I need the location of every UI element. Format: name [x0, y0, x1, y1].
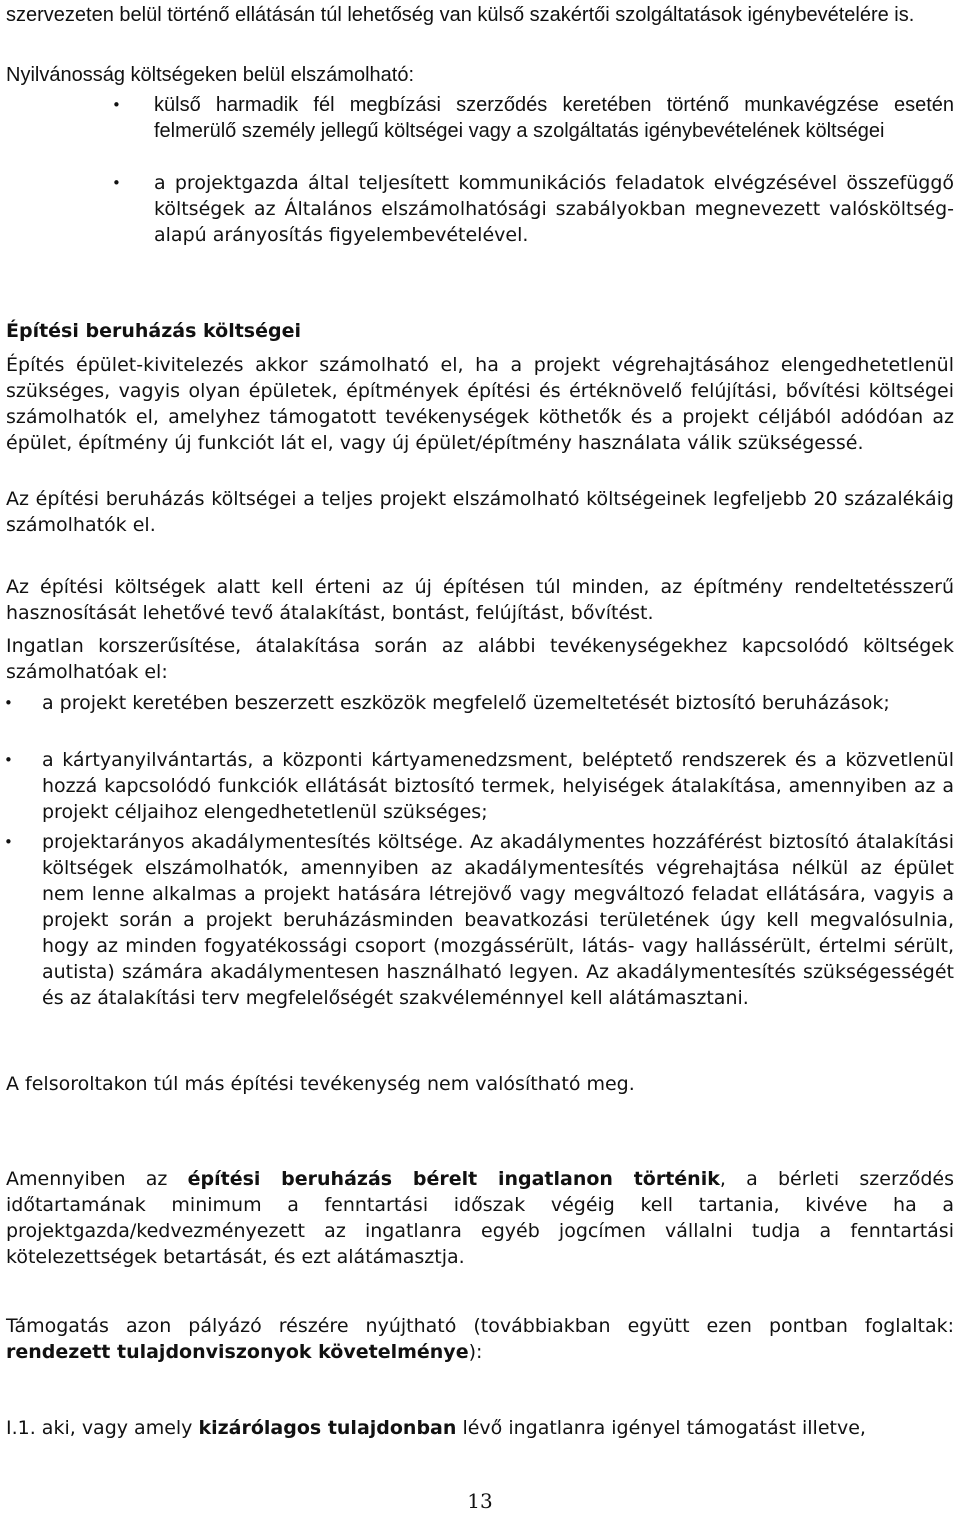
bullet-icon: • [4, 694, 13, 712]
list-item-text: külső harmadik fél megbízási szerződés keretében történő munkavégzése esetén felmerülő személy jellegű költségei vagy a szolgáltatás igénybevételének költségei [154, 94, 954, 142]
ownership-item-i1: I.1. aki, vagy amely kizárólagos tulajdonban lévő ingatlanra igényel támogatást illetve, [6, 1417, 866, 1439]
list-item-text: projektarányos akadálymentesítés költsége. Az akadálymentes hozzáférést biztosító átalakítási költségek elszámolhatók, amennyiben az akadálymentesítés végrehajtása nélkül az épület nem lenne alkalmas a projekt hatására létrejövő vagy megváltozó feladat ellátására, vagyis a projekt során a projekt beruházásminden beavatkozási területének úgy kell megvalósulnia, hogy az minden fogyatékossági csoport (mozgássérült, látás- vagy hallássérült, értelmi sérült, autista) számára akadálymentesen használható legyen. Az akadálymentesítés szükségességét és az átalakítási terv megfelelőségét szakvéleménnyel kell alátámasztani. [42, 831, 954, 1009]
leased-property-paragraph: Amennyiben az építési beruházás bérelt ingatlanon történik, a bérleti szerződés időtartamának minimum a fenntartási időszak végéig kell tartania, kivéve ha a projektgazda/kedvezményezett az ingatlanra egyéb jogcímen vállalni tudja a fenntartási kötelezettségek betartását, és ezt alátámasztja. [6, 1168, 955, 1268]
building-paragraph-2: Az építési beruházás költségei a teljes projekt elszámolható költségeinek legfeljebb 20 százalékáig számolhatók el. [6, 488, 954, 536]
intro-paragraph: szervezeten belül történő ellátásán túl lehetőség van külső szakértői szolgáltatások igénybevételére is. [6, 4, 915, 26]
list-item-text: a projekt keretében beszerzett eszközök megfelelő üzemeltetését biztosító beruházások; [42, 692, 890, 714]
list-item [4, 829, 954, 1011]
list-item [4, 747, 954, 829]
list-item-text: a kártyanyilvántartás, a központi kártyamenedzsment, beléptető rendszerek és a közvetlenül hozzá kapcsolódó funkciók ellátását biztosító termek, helyiségek átalakítása, amennyiben az a projekt céljaihoz elengedhetetlenül szükséges; [42, 749, 954, 823]
list-item [112, 170, 954, 248]
list-item [4, 690, 954, 747]
publicity-list [0, 92, 960, 248]
bullet-icon: • [112, 174, 121, 192]
list-item-text: a projektgazda által teljesített kommunikációs feladatok elvégzésével összefüggő költségek az Általános elszámolhatósági szabályokban megnevezett valósköltség-alapú arányosítás figyelembevételével. [154, 172, 954, 246]
renovation-list [0, 690, 960, 1011]
bullet-icon: • [4, 833, 13, 851]
bullet-icon: • [112, 96, 121, 114]
page-number: 13 [467, 1489, 493, 1513]
bullet-icon: • [4, 751, 13, 769]
building-paragraph-4: Ingatlan korszerűsítése, átalakítása során az alábbi tevékenységekhez kapcsolódó költségek számolhatóak el: [6, 635, 954, 683]
ownership-paragraph: Támogatás azon pályázó részére nyújtható (továbbiakban együtt ezen pontban foglaltak: rendezett tulajdonviszonyok követelménye): [6, 1315, 954, 1363]
section-title: Építési beruházás költségei [6, 320, 302, 342]
other-activities-paragraph: A felsoroltakon túl más építési tevékenység nem valósítható meg. [6, 1073, 635, 1095]
publicity-heading: Nyilvánosság költségeken belül elszámolható: [6, 64, 415, 86]
list-item [112, 92, 954, 170]
building-paragraph-1: Építés épület-kivitelezés akkor számolható el, ha a projekt végrehajtásához elengedhetetlenül szükséges, vagyis olyan épületek, építmények építési és értéknövelő felújítási, bővítési költségei számolhatók el, amelyhez támogatott tevékenységek köthetők és a projekt céljából adódóan az épület, építmény új funkciót lát el, vagy új épület/építmény használata válik szükségessé. [6, 354, 954, 454]
building-paragraph-3: Az építési költségek alatt kell érteni az új építésen túl minden, az építmény rendeltetésszerű hasznosítását lehetővé tevő átalakítást, bontást, felújítást, bővítést. [6, 576, 954, 624]
